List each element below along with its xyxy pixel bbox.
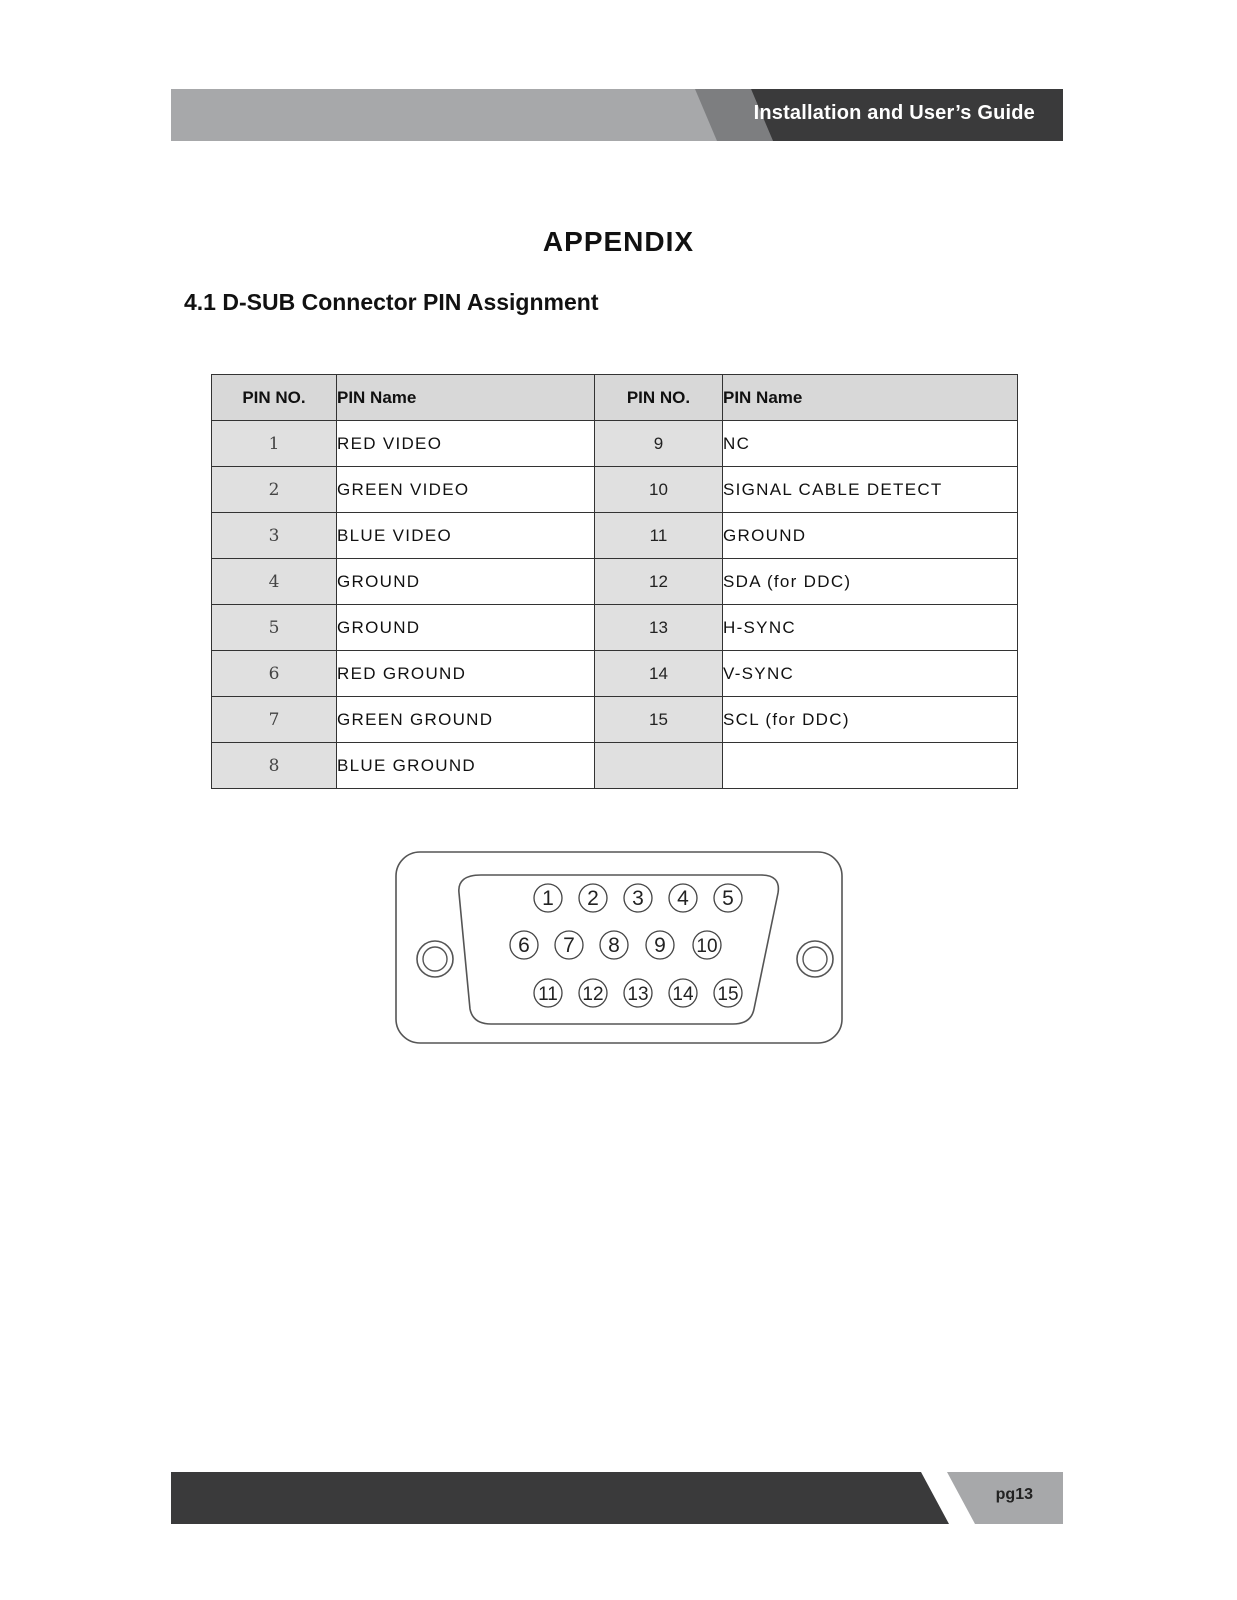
- connector-pin-label: 12: [582, 984, 604, 1005]
- table-row: [212, 559, 1018, 605]
- pin-number: 15: [595, 697, 723, 743]
- pin-number: 11: [595, 513, 723, 559]
- pin-name: RED GROUND: [337, 651, 595, 697]
- connector-pin: [624, 884, 652, 912]
- col-header-pin-no-2: PIN NO.: [595, 375, 723, 421]
- col-header-pin-no: PIN NO.: [212, 375, 337, 421]
- connector-pin: [579, 979, 607, 1007]
- connector-pin: [600, 931, 628, 959]
- connector-pin-label: 1: [542, 887, 554, 910]
- connector-pin-label: 14: [672, 984, 694, 1005]
- connector-pin-label: 13: [627, 984, 649, 1005]
- connector-pin: [624, 979, 652, 1007]
- pin-name: RED VIDEO: [337, 421, 595, 467]
- connector-pin: [693, 931, 721, 959]
- table-row: [212, 513, 1018, 559]
- pin-number: 2: [212, 467, 337, 513]
- pin-number: 12: [595, 559, 723, 605]
- pin-name: GROUND: [337, 559, 595, 605]
- document-title: Installation and User’s Guide: [753, 102, 1035, 124]
- pin-number: 1: [212, 421, 337, 467]
- pin-number: 7: [212, 697, 337, 743]
- pin-name: NC: [723, 421, 1018, 467]
- table-row: [212, 743, 1018, 789]
- pin-number: 4: [212, 559, 337, 605]
- connector-pin: [534, 884, 562, 912]
- pin-name: SIGNAL CABLE DETECT: [723, 467, 1018, 513]
- connector-pin-label: 3: [632, 887, 644, 910]
- pin-name: GREEN VIDEO: [337, 467, 595, 513]
- pin-name: H-SYNC: [723, 605, 1018, 651]
- connector-pin: [714, 884, 742, 912]
- pin-number: 5: [212, 605, 337, 651]
- connector-pin-label: 10: [696, 936, 718, 957]
- header-band: [171, 89, 1063, 141]
- pin-name: BLUE GROUND: [337, 743, 595, 789]
- section-title: 4.1 D-SUB Connector PIN Assignment: [184, 289, 599, 315]
- connector-pin: [510, 931, 538, 959]
- pin-name: SDA (for DDC): [723, 559, 1018, 605]
- pin-name: V-SYNC: [723, 651, 1018, 697]
- pin-name: BLUE VIDEO: [337, 513, 595, 559]
- connector-pin-label: 4: [677, 887, 689, 910]
- pin-name: GROUND: [723, 513, 1018, 559]
- connector-pin-label: 9: [654, 934, 666, 957]
- footer-band-graphic: [171, 1472, 1063, 1524]
- table-row: [212, 421, 1018, 467]
- table-row: [212, 651, 1018, 697]
- page-heading: APPENDIX: [542, 226, 695, 257]
- dsub-connector-diagram: [393, 849, 845, 1049]
- footer-band: [171, 1472, 1063, 1524]
- connector-pin-label: 5: [722, 887, 734, 910]
- connector-pin-label: 8: [608, 934, 620, 957]
- pin-name: [723, 743, 1018, 789]
- connector-pin: [714, 979, 742, 1007]
- pin-number: 14: [595, 651, 723, 697]
- connector-pin: [579, 884, 607, 912]
- page-number: pg13: [995, 1486, 1033, 1503]
- connector-pin: [555, 931, 583, 959]
- connector-pin-label: 11: [538, 984, 558, 1005]
- pin-number: [595, 743, 723, 789]
- table-row: [212, 605, 1018, 651]
- connector-pin-label: 2: [587, 887, 599, 910]
- connector-pin: [669, 884, 697, 912]
- pin-number: 6: [212, 651, 337, 697]
- pin-assignment-table: [211, 374, 1018, 789]
- table-row: [212, 467, 1018, 513]
- connector-pin: [646, 931, 674, 959]
- table-row: [212, 697, 1018, 743]
- connector-pin-label: 15: [717, 984, 739, 1005]
- col-header-pin-name: PIN Name: [337, 375, 595, 421]
- pin-name: GROUND: [337, 605, 595, 651]
- col-header-pin-name-2: PIN Name: [723, 375, 1018, 421]
- connector-pin-label: 6: [518, 934, 530, 957]
- connector-pin: [669, 979, 697, 1007]
- pin-name: SCL (for DDC): [723, 697, 1018, 743]
- connector-pin-label: 7: [563, 934, 575, 957]
- pin-number: 9: [595, 421, 723, 467]
- connector-pin: [534, 979, 562, 1007]
- pin-number: 13: [595, 605, 723, 651]
- pin-number: 10: [595, 467, 723, 513]
- pin-number: 8: [212, 743, 337, 789]
- pin-number: 3: [212, 513, 337, 559]
- table-header-row: [212, 375, 1018, 421]
- pin-name: GREEN GROUND: [337, 697, 595, 743]
